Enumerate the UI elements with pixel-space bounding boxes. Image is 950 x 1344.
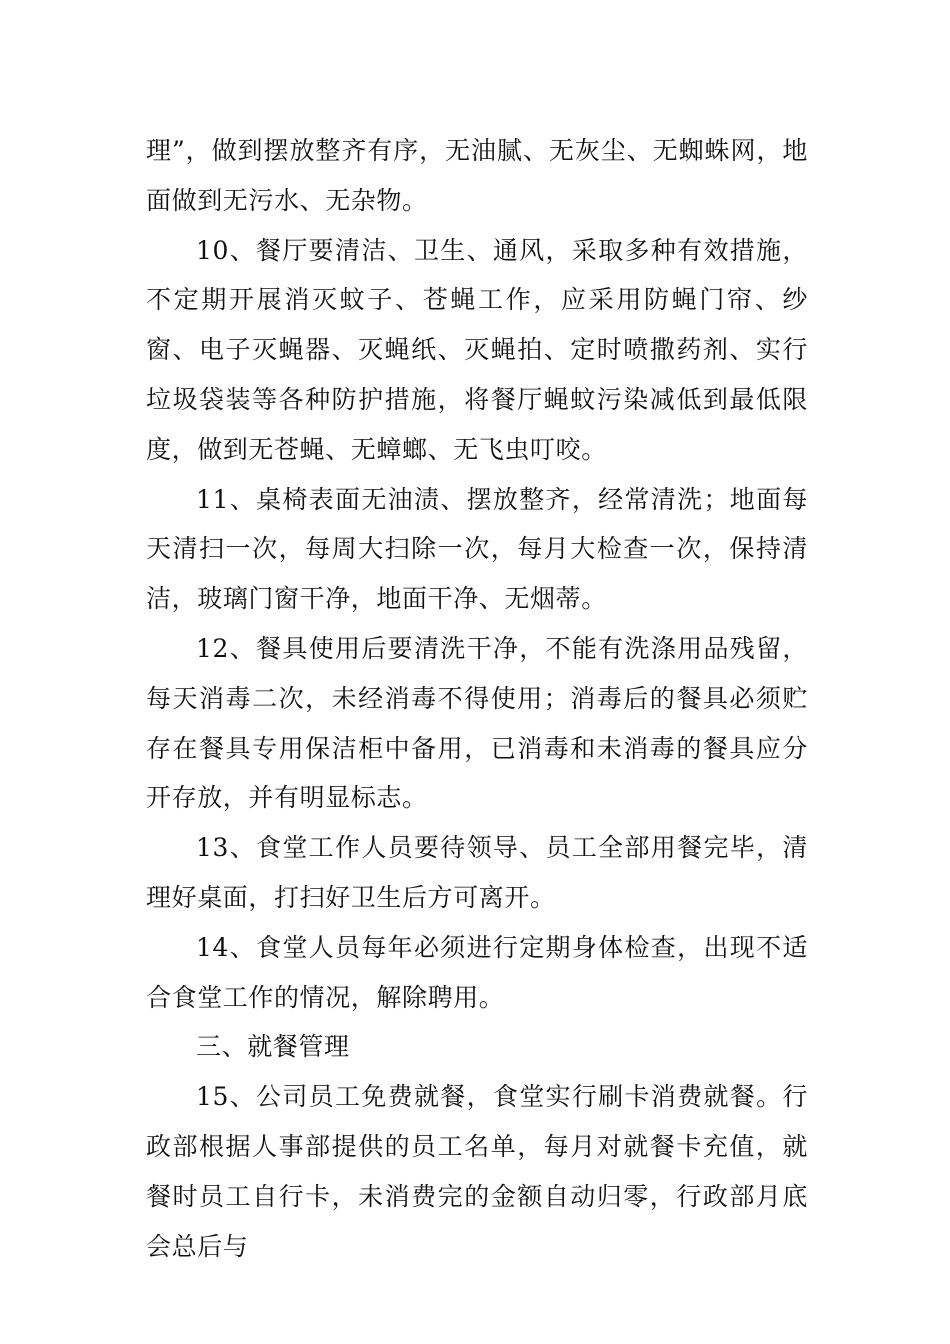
paragraph-item-13: 13、食堂工作人员要待领导、员工全部用餐完毕，清理好桌面，打扫好卫生后方可离开。 xyxy=(146,833,808,912)
paragraph-item-12: 12、餐具使用后要清洗干净，不能有洗涤用品残留，每天消毒二次，未经消毒不得使用；消毒后的餐具必须贮存在餐具专用保洁柜中备用，已消毒和未消毒的餐具应分开存放，并有明显标志。 xyxy=(146,633,808,813)
paragraph-item-14: 14、食堂人员每年必须进行定期身体检查，出现不适合食堂工作的情况，解除聘用。 xyxy=(146,932,808,1012)
document-body xyxy=(146,126,808,1271)
paragraph-item-11: 11、桌椅表面无油渍、摆放整齐，经常清洗；地面每天清扫一次，每周大扫除一次，每月大检查一次，保持清洁，玻璃门窗干净，地面干净、无烟蒂。 xyxy=(146,484,808,614)
section-heading-dining-management: 三、就餐管理 xyxy=(196,1032,350,1062)
paragraph-item-15: 15、公司员工免费就餐，食堂实行刷卡消费就餐。行政部根据人事部提供的员工名单，每月对就餐卡充值，就餐时员工自行卡，未消费完的金额自动归零，行政部月底会总后与 xyxy=(146,1082,808,1261)
paragraph-item-10: 10、餐厅要清洁、卫生、通风，采取多种有效措施，不定期开展消灭蚊子、苍蝇工作，应采用防蝇门帘、纱窗、电子灭蝇器、灭蝇纸、灭蝇拍、定时喷撒药剂、实行垃圾袋装等各种防护措施，将餐厅蝇蚊污染减低到最低限度，做到无苍蝇、无蟑螂、无飞虫叮咬。 xyxy=(146,235,808,464)
paragraph-continuation: 理”，做到摆放整齐有序，无油腻、无灰尘、无蜘蛛网，地面做到无污水、无杂物。 xyxy=(146,136,808,215)
